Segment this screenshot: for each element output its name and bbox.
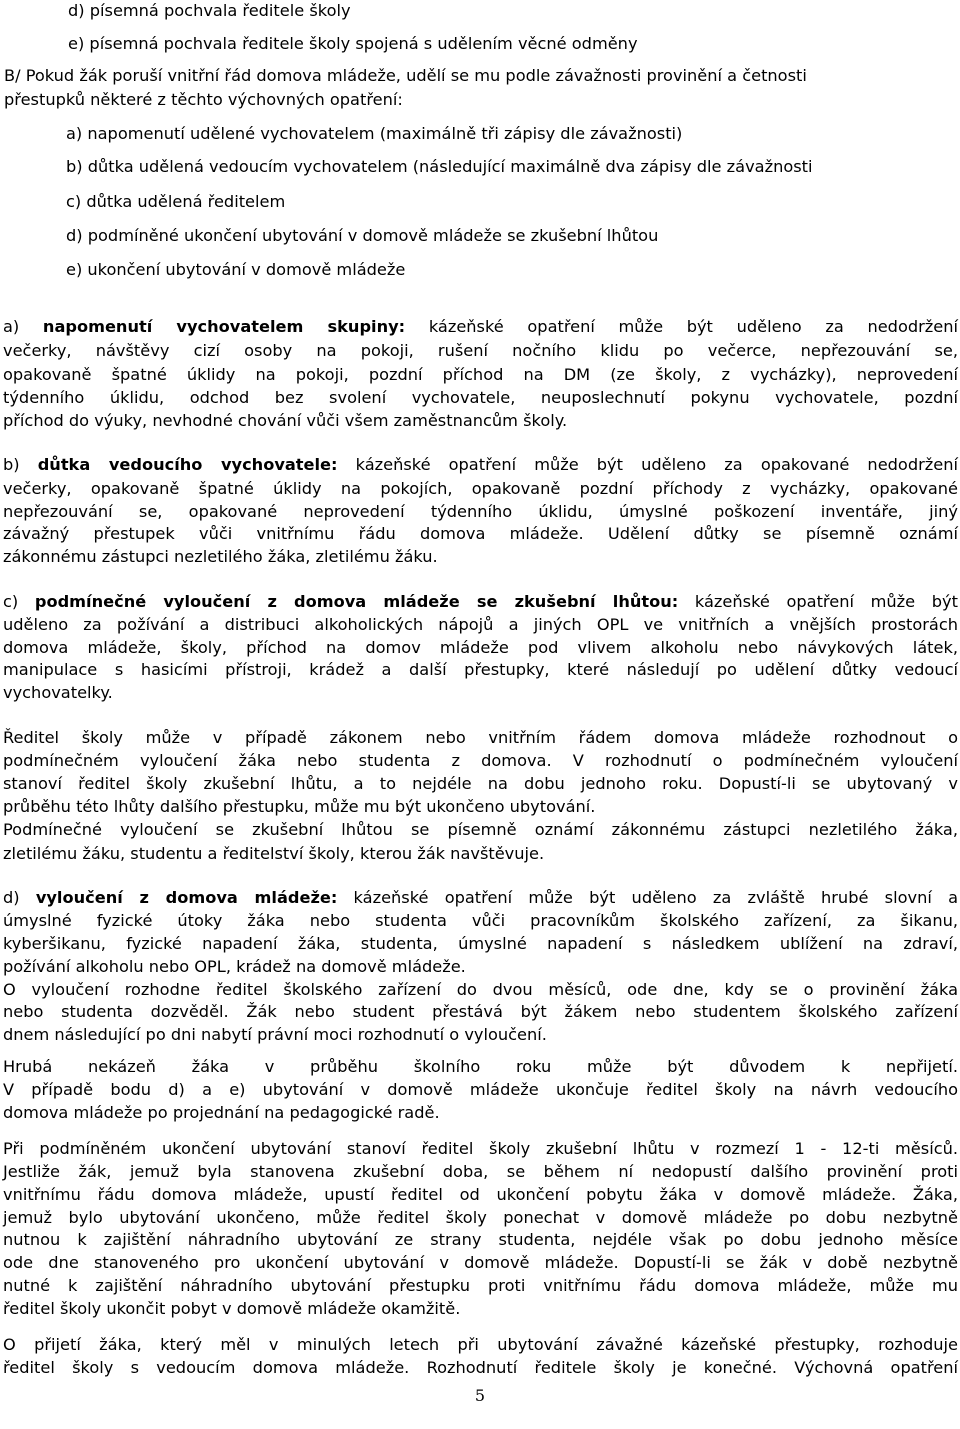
para-conditional-line: nutnou k zajištění náhradního ubytování ze strany studenta, nejdéle však po dobu jednoho měsíce: [3, 1230, 958, 1249]
para-a-line: večerky, návštěvy cizí osoby na pokoji, rušení nočního klidu po večerce, nepřezouvání se,: [3, 341, 958, 360]
para-conditional-line: Při podmíněném ukončení ubytování stanoví ředitel školy zkušební lhůtu v rozmezí 1 - 12-ti měsíců.: [3, 1139, 958, 1158]
para-c-line: domova mládeže, školy, příchod na domov mládeže pod vlivem alkoholu nebo návykových látek,: [3, 638, 958, 657]
measure-item: d) podmíněné ukončení ubytování v domově mládeže se zkušební lhůtou: [66, 226, 659, 245]
para-d-heading: vyloučení z domova mládeže:: [35, 888, 338, 907]
para-d-line: dnem následující po dni nabytí právní moci rozhodnutí o vyloučení.: [3, 1025, 547, 1044]
para-d-line: O vyloučení rozhodne ředitel školského zařízení do dvou měsíců, ode dne, kdy se o provinění žáka: [3, 980, 958, 999]
para-gross-line: V případě bodu d) a e) ubytování v domově mládeže ukončuje ředitel školy na návrh vedoucího: [3, 1080, 958, 1099]
measure-item: b) důtka udělená vedoucím vychovatelem (následující maximálně dva zápisy dle závažnosti: [66, 157, 813, 176]
para-conditional-line: nutné k zajištění náhradního ubytování přestupku proti vnitřnímu řádu domova mládeže, může mu: [3, 1276, 958, 1295]
para-admission-line: O přijetí žáka, který měl v minulých letech při ubytování závažné kázeňské přestupky, rozhoduje: [3, 1335, 958, 1354]
para-c-heading: podmínečné vyloučení z domova mládeže se zkušební lhůtou:: [34, 592, 679, 611]
para-conditional-line: vnitřnímu řádu domova mládeže, upustí ředitel od ukončení pobytu žáka v domově mládeže. Žáka,: [3, 1185, 958, 1204]
para-d-line: kyberšikanu, fyzické napadení žáka, studenta, úmyslné napadení s následkem ublížení na zdraví,: [3, 934, 958, 953]
para-c-line: vychovatelky.: [3, 683, 113, 702]
para-director-line: zletilému žáku, studentu a ředitelství školy, kterou žák navštěvuje.: [3, 844, 545, 863]
para-b-line: nepřezouvání se, opakované neprovedení týdenního úklidu, úmyslné poškození inventáře, jiný: [3, 502, 958, 521]
para-director-line: podmínečném vyloučení žáka nebo studenta z domova. V rozhodnutí o podmínečném vyloučení: [3, 751, 958, 770]
para-d-line: nebo studenta dozvěděl. Žák nebo student přestává být žákem nebo studentem školského zařízení: [3, 1002, 958, 1021]
para-a-line: týdenního úklidu, odchod bez svolení vychovatele, neuposlechnutí pokynu vychovatele, pozdní: [3, 388, 958, 407]
measure-item: a) napomenutí udělené vychovatelem (maximálně tři zápisy dle závažnosti): [66, 124, 683, 143]
section-b-intro-line: B/ Pokud žák poruší vnitřní řád domova mládeže, udělí se mu podle závažnosti provinění a četnosti: [4, 66, 807, 85]
para-admission-line: ředitel školy s vedoucím domova mládeže. Rozhodnutí ředitele školy je konečné. Výchovná opatření: [3, 1358, 958, 1377]
para-b-line: večerky, opakovaně špatné úklidy na pokojích, opakovaně pozdní příchody z vycházky, opakované: [3, 479, 958, 498]
measure-item: e) ukončení ubytování v domově mládeže: [66, 260, 406, 279]
para-b-line: zákonnému zástupci nezletilého žáka, zletilému žáku.: [3, 547, 438, 566]
para-gross-line: domova mládeže po projednání na pedagogické radě.: [3, 1103, 440, 1122]
para-b-line-1: b) důtka vedoucího vychovatele: kázeňské opatření může být uděleno za opakované nedodržení: [3, 455, 958, 474]
para-c-line: manipulace s hasicími přístroji, krádež a další přestupky, které následují po udělení důtky vedoucí: [3, 660, 958, 679]
para-b-heading: důtka vedoucího vychovatele:: [37, 455, 338, 474]
para-c-line-1: c) podmínečné vyloučení z domova mládeže se zkušební lhůtou: kázeňské opatření může být: [3, 592, 958, 611]
section-b-intro-line: přestupků některé z těchto výchovných opatření:: [4, 90, 403, 109]
para-d-line: požívání alkoholu nebo OPL, krádež na domově mládeže.: [3, 957, 466, 976]
measure-item: c) důtka udělená ředitelem: [66, 192, 286, 211]
para-d-line-1: d) vyloučení z domova mládeže: kázeňské opatření může být uděleno za zvláště hrubé slovní a: [3, 888, 958, 907]
para-director-line: stanoví ředitel školy zkušební lhůtu, a to nejdéle na dobu jednoho roku. Dopustí-li se ubytovaný v: [3, 774, 958, 793]
para-b-line: závažný přestupek vůči vnitřnímu řádu domova mládeže. Udělení důtky se písemně oznámí: [3, 524, 958, 543]
para-a-line: příchod do výuky, nevhodné chování vůči všem zaměstnancům školy.: [3, 411, 568, 430]
para-a-line-1: a) napomenutí vychovatelem skupiny: kázeňské opatření může být uděleno za nedodržení: [3, 317, 958, 336]
para-a-line: opakovaně špatné úklidy na pokoji, pozdní příchod na DM (ze školy, z vycházky), neprovedení: [3, 365, 958, 384]
para-conditional-line: ředitel školy ukončit pobyt v domově mládeže okamžitě.: [3, 1299, 461, 1318]
para-director-line: Podmínečné vyloučení se zkušební lhůtou se písemně oznámí zákonnému zástupci nezletilého žáka,: [3, 820, 958, 839]
para-c-line: uděleno za požívání a distribuci alkoholických nápojů a jiných OPL ve vnitřních a vnějších prostorách: [3, 615, 958, 634]
para-d-line: úmyslné fyzické útoky žáka nebo studenta vůči pracovníkům školského zařízení, za šikanu,: [3, 911, 958, 930]
para-conditional-line: Jestliže žák, jemuž byla stanovena zkušební doba, se během ní nedopustí dalšího provinění proti: [3, 1162, 958, 1181]
list-item: d) písemná pochvala ředitele školy: [68, 1, 351, 20]
page-number: 5: [474, 1386, 486, 1405]
para-conditional-line: ode dne stanoveného pro ukončení ubytování v domově mládeže. Dopustí-li se žák v době nezbytně: [3, 1253, 958, 1272]
para-a-heading: napomenutí vychovatelem skupiny:: [42, 317, 406, 336]
list-item: e) písemná pochvala ředitele školy spojená s udělením věcné odměny: [68, 34, 638, 53]
para-director-line: průběhu této lhůty dalšího přestupku, může mu být ukončeno ubytování.: [3, 797, 596, 816]
para-director-line: Ředitel školy může v případě zákonem nebo vnitřním řádem domova mládeže rozhodnout o: [3, 728, 958, 747]
para-gross-line: Hrubá nekázeň žáka v průběhu školního roku může být důvodem k nepřijetí.: [3, 1057, 958, 1076]
para-conditional-line: jemuž bylo ubytování ukončeno, může ředitel školy ponechat v domově mládeže po dobu nezbytně: [3, 1208, 958, 1227]
